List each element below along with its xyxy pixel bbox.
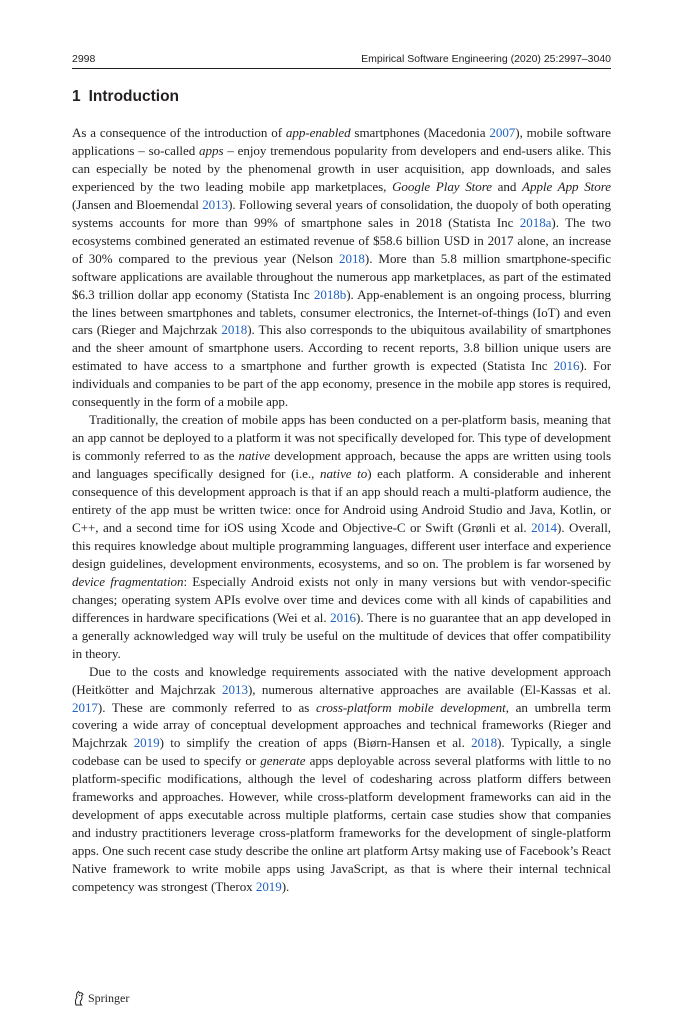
section-number: 1 [72, 88, 81, 105]
text-run: ) to simplify the creation of apps (Biørn-Hansen et al. [159, 735, 472, 751]
paragraph [72, 663, 611, 896]
text-run: apps deployable across several platforms with little to no platform-specific modifications, although the level of codesharing across platform differs between frameworks and approaches. However, while cross-platform development frameworks can aid in the development of apps executable across multiple platforms, certain case studies show that companies and industry practitioners leverage cross-platform frameworks for the development of single-platform apps. One such recent case study describe the online art platform Artsy making use of Facebook’s React Native framework to write mobile apps using JavaScript, as that is where their internal technical competency was strongest (Therox [72, 753, 612, 895]
publisher-footer [72, 988, 129, 1008]
text-run: and [492, 178, 523, 194]
text-run: Due to the costs and knowledge requirements associated with the native development approach (Heitkötter and Majchrzak [72, 663, 611, 697]
emphasis-text: app-enabled [285, 125, 351, 140]
text-run: As a consequence of the introduction of [72, 125, 286, 140]
emphasis-text: generate [260, 753, 306, 769]
citation-link[interactable]: 2007 [489, 125, 516, 140]
citation-link[interactable]: 2018 [221, 322, 248, 338]
text-run: ). App-enablement is an ongoing process, blurring the lines between smartphones and tablets, consumer electronics, the Internet-of-things (IoT) and even cars (Rieger and Majchrzak [72, 286, 611, 338]
text-run: ). The two ecosystems combined generated an estimated revenue of $58.6 billion USD in 2017 alone, an increase of 30% compared to the previous year (Nelson [72, 214, 611, 266]
text-run: ). These are commonly referred to as [97, 699, 317, 715]
page-number: 2998 [72, 53, 96, 65]
citation-link[interactable]: 2018a [519, 214, 552, 230]
text-run: development approach, because the apps are written using tools and languages specifically designed for (i.e., [72, 448, 611, 482]
citation-link[interactable]: 2018 [339, 250, 365, 266]
emphasis-text: Google Play Store [392, 178, 493, 194]
text-run: ). [281, 879, 290, 895]
citation-link[interactable]: 2018b [313, 286, 347, 302]
section-title: Introduction [88, 88, 180, 105]
text-run: Traditionally, the creation of mobile apps has been conducted on a per-platform basis, meaning that an app cannot be deployed to a platform it was not specifically developed for. This type of development is commonly referred to as the [72, 412, 611, 464]
text-run: ), mobile software applications – so-called [72, 125, 611, 158]
text-run: ), numerous alternative approaches are available (El-Kassas et al. [247, 681, 612, 697]
emphasis-text: apps [199, 142, 224, 158]
citation-link[interactable]: 2018 [471, 735, 498, 751]
citation-link[interactable]: 2016 [330, 609, 357, 625]
section-heading [72, 88, 179, 106]
citation-link[interactable]: 2017 [72, 699, 98, 715]
text-run: ) each platform. A considerable and inherent consequence of this development approach is that if an app should reach a multi-platform audience, the entirety of the app must be written twice: once for Android using Android Studio and Java, Kotlin, or C++, and a second time for iOS using Xcode and Objective-C or Swift (Grønli et al. [72, 466, 612, 535]
text-run: (Jansen and Bloemendal [72, 196, 203, 212]
emphasis-text: cross-platform mobile development [316, 699, 506, 715]
citation-link[interactable]: 2013 [222, 681, 248, 697]
citation-link[interactable]: 2014 [531, 519, 558, 535]
text-run: ). More than 5.8 million smartphone-specific software applications are available throughout the numerous app marketplaces, as part of the estimated $6.3 trillion dollar app economy (Statista Inc [72, 250, 611, 302]
journal-citation: Empirical Software Engineering (2020) 25:2997–3040 [361, 53, 611, 65]
publisher-name: Springer [88, 990, 130, 1005]
text-run: , an umbrella term covering a wide array of conceptual development approaches and technical frameworks (Rieger and Majchrzak [72, 699, 611, 751]
text-run: ). There is no guarantee that an app developed in a generally acknowledged way will truly be useful on the multitude of devices that offer compatibility in theory. [72, 609, 611, 661]
text-run: ). Typically, a single codebase can be used to specify or [72, 735, 612, 769]
paragraph [72, 124, 611, 411]
emphasis-text: device fragmentation [72, 573, 184, 589]
text-run: – enjoy tremendous popularity from developers and end-users alike. This can especially be noted by the phenomenal growth in user acquisition, app downloads, and sales experienced by the two leading mobile app marketplaces, [72, 142, 611, 194]
text-run: smartphones (Macedonia [350, 125, 490, 140]
text-run: ). Following several years of consolidation, the duopoly of both operating systems accounts for more than 99% of smartphone sales in 2018 (Statista Inc [72, 196, 611, 230]
springer-horse-icon [72, 990, 85, 1006]
citation-link[interactable]: 2019 [255, 879, 282, 895]
citation-link[interactable]: 2019 [133, 735, 160, 751]
running-head [72, 51, 611, 69]
body-text [72, 124, 611, 896]
text-run: ). Overall, this requires knowledge about multiple programming languages, different user interface and experience design guidelines, development environments, ecosystems, and so on. The problem is far worsened by [72, 519, 611, 571]
emphasis-text: native [238, 448, 271, 464]
citation-link[interactable]: 2016 [553, 358, 580, 374]
text-run: ). This also corresponds to the ubiquitous availability of smartphones and the sheer amount of smartphone users. According to recent reports, 3.8 billion unique users are estimated to have access to a smartphone and further growth is expected (Statista Inc [72, 322, 611, 374]
text-run: : Especially Android exists not only in many versions but with vendor-specific changes; operating system APIs evolve over time and devices come with all kinds of capabilities and differences in hardware specifications (Wei et al. [72, 573, 611, 625]
citation-link[interactable]: 2013 [202, 196, 229, 212]
paragraph [72, 411, 611, 662]
emphasis-text: Apple App Store [522, 178, 611, 194]
emphasis-text: native to [319, 466, 368, 482]
text-run: ). For individuals and companies to be part of the app economy, presence in the mobile app stores is required, consequently in the form of a mobile app. [72, 358, 611, 410]
